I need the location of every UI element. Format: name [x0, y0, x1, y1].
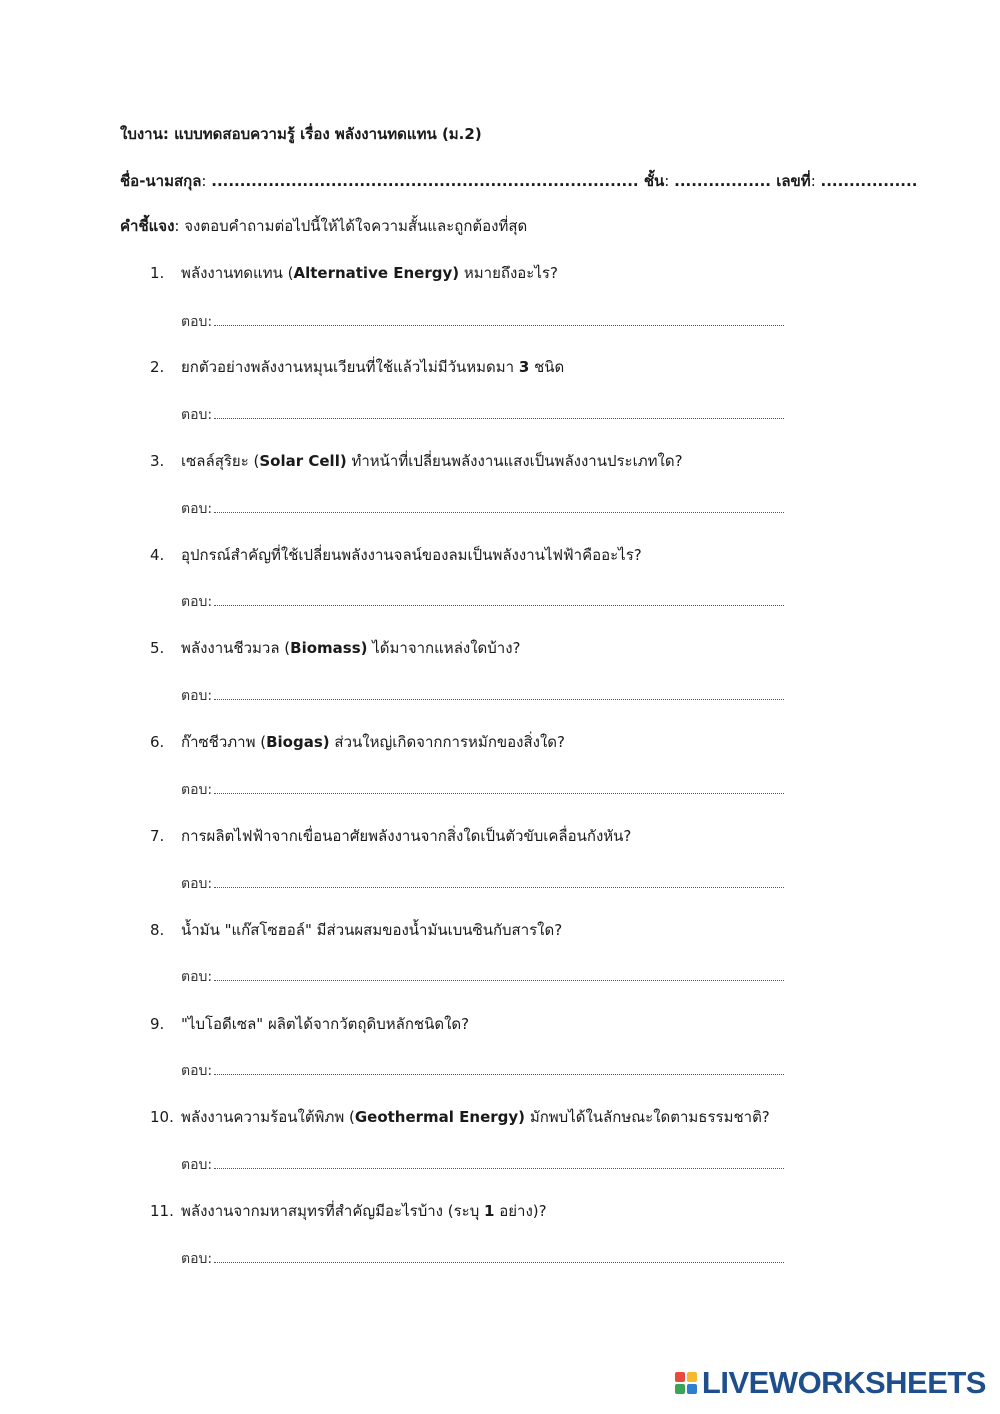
question-8	[150, 920, 562, 940]
answer-line[interactable]	[214, 780, 784, 794]
answer-label: ตอบ:	[181, 314, 213, 330]
question-2	[150, 357, 564, 377]
question-text	[181, 358, 564, 376]
instructions	[120, 216, 527, 236]
question-text-bold: Biomass)	[290, 639, 368, 657]
question-3	[150, 451, 683, 471]
question-text-part: อุปกรณ์สำคัญที่ใช้เปลี่ยนพลังงานจลน์ของลมเป็นพลังงานไฟฟ้าคืออะไร?	[181, 546, 642, 564]
question-text-part: พลังงานชีวมวล (	[181, 639, 291, 657]
answer-label: ตอบ:	[181, 501, 213, 517]
number-sep: :	[810, 172, 821, 190]
name-field[interactable]: ...........................................................................	[211, 172, 639, 190]
question-text-bold: 3	[518, 358, 530, 376]
question-number: 3.	[150, 452, 165, 470]
question-text-bold: Alternative Energy)	[293, 264, 460, 282]
question-text	[181, 827, 631, 845]
question-number: 2.	[150, 358, 165, 376]
logo-text: LIVEWORKSHEETS	[701, 1365, 986, 1400]
question-text-part: หมายถึงอะไร?	[459, 264, 558, 282]
question-text-part: พลังงานความร้อนใต้พิภพ (	[181, 1108, 355, 1126]
question-text-part: ชนิด	[529, 358, 565, 376]
logo-tile	[675, 1384, 685, 1394]
question-text-part: ทำหน้าที่เปลี่ยนพลังงานแสงเป็นพลังงานประเภทใด?	[346, 452, 683, 470]
logo-tiles-icon	[675, 1372, 697, 1394]
answer-label: ตอบ:	[181, 688, 213, 704]
worksheet-title	[120, 124, 482, 144]
question-text	[181, 546, 642, 564]
question-text-part: การผลิตไฟฟ้าจากเขื่อนอาศัยพลังงานจากสิ่งใดเป็นตัวขับเคลื่อนกังหัน?	[181, 827, 632, 845]
question-text-part: อย่าง)?	[494, 1202, 547, 1220]
question-9	[150, 1014, 469, 1034]
question-text	[181, 921, 562, 939]
question-text-part: "ไบโอดีเซล" ผลิตได้จากวัตถุดิบหลักชนิดใด?	[181, 1015, 470, 1033]
title-prefix: ใบงาน: แบบทดสอบความรู้ เรื่อง พลังงานทดแทน (ม.	[120, 125, 465, 143]
instructions-text: : จงตอบคำถามต่อไปนี้ให้ได้ใจความสั้นและถูกต้องที่สุด	[174, 217, 528, 235]
question-7	[150, 826, 631, 846]
question-text-bold: 1	[484, 1202, 495, 1220]
question-number: 11.	[150, 1202, 174, 1220]
question-text-bold: Biogas)	[266, 733, 330, 751]
answer-label: ตอบ:	[181, 782, 213, 798]
answer-line[interactable]	[214, 686, 784, 700]
question-text-part: พลังงานจากมหาสมุทรที่สำคัญมีอะไรบ้าง (ระบุ	[181, 1202, 485, 1220]
answer-line[interactable]	[214, 1155, 784, 1169]
number-label: เลขที่	[776, 172, 811, 190]
answer-5[interactable]	[181, 686, 784, 705]
question-number: 6.	[150, 733, 165, 751]
answer-line[interactable]	[214, 1249, 784, 1263]
answer-line[interactable]	[214, 1061, 784, 1075]
logo-tile	[687, 1372, 697, 1382]
student-info-line	[120, 171, 917, 191]
title-suffix: )	[474, 125, 482, 143]
answer-7[interactable]	[181, 874, 784, 893]
question-4	[150, 545, 642, 565]
question-number: 10.	[150, 1108, 174, 1126]
answer-9[interactable]	[181, 1061, 784, 1080]
question-text	[181, 1015, 469, 1033]
answer-line[interactable]	[214, 499, 784, 513]
answer-line[interactable]	[214, 967, 784, 981]
class-sep: :	[664, 172, 675, 190]
question-1	[150, 263, 558, 283]
question-text-part: ได้มาจากแหล่งใดบ้าง?	[367, 639, 521, 657]
answer-4[interactable]	[181, 592, 784, 611]
answer-label: ตอบ:	[181, 969, 213, 985]
answer-10[interactable]	[181, 1155, 784, 1174]
class-label: ชั้น	[643, 172, 665, 190]
answer-line[interactable]	[214, 592, 784, 606]
question-text-part: ก๊าซชีวภาพ (	[181, 733, 267, 751]
question-11	[150, 1201, 547, 1221]
logo-tile	[675, 1372, 685, 1382]
question-text-part: เซลล์สุริยะ (	[181, 452, 260, 470]
question-text-bold: Geothermal Energy)	[354, 1108, 526, 1126]
answer-label: ตอบ:	[181, 407, 213, 423]
question-number: 5.	[150, 639, 165, 657]
title-grade: 2	[464, 125, 475, 143]
question-text	[181, 733, 565, 751]
answer-11[interactable]	[181, 1249, 784, 1268]
liveworksheets-logo	[675, 1366, 986, 1400]
question-text-part: ยกตัวอย่างพลังงานหมุนเวียนที่ใช้แล้วไม่มีวันหมดมา	[181, 358, 519, 376]
question-number: 4.	[150, 546, 165, 564]
question-number: 1.	[150, 264, 165, 282]
question-text	[181, 452, 683, 470]
logo-tile	[687, 1384, 697, 1394]
question-text-part: ส่วนใหญ่เกิดจากการหมักของสิ่งใด?	[329, 733, 565, 751]
name-sep: :	[201, 172, 212, 190]
question-number: 8.	[150, 921, 165, 939]
question-text	[181, 1108, 770, 1126]
question-5	[150, 638, 521, 658]
answer-line[interactable]	[214, 405, 784, 419]
instructions-label: คำชี้แจง	[120, 217, 175, 235]
question-text	[181, 1202, 547, 1220]
question-number: 9.	[150, 1015, 165, 1033]
name-label: ชื่อ-นามสกุล	[120, 172, 202, 190]
answer-2[interactable]	[181, 405, 784, 424]
answer-label: ตอบ:	[181, 1063, 213, 1079]
question-text-part: มักพบได้ในลักษณะใดตามธรรมชาติ?	[525, 1108, 770, 1126]
answer-line[interactable]	[214, 874, 784, 888]
answer-label: ตอบ:	[181, 594, 213, 610]
answer-8[interactable]	[181, 967, 784, 986]
answer-line[interactable]	[214, 312, 784, 326]
answer-label: ตอบ:	[181, 1251, 213, 1267]
number-field[interactable]: .................	[820, 172, 918, 190]
answer-label: ตอบ:	[181, 876, 213, 892]
answer-3[interactable]	[181, 499, 784, 518]
class-field[interactable]: .................	[674, 172, 771, 190]
question-text-bold: Solar Cell)	[259, 452, 347, 470]
answer-1[interactable]	[181, 312, 784, 331]
question-6	[150, 732, 565, 752]
question-text	[181, 639, 521, 657]
question-number: 7.	[150, 827, 165, 845]
answer-label: ตอบ:	[181, 1157, 213, 1173]
question-10	[150, 1107, 770, 1127]
answer-6[interactable]	[181, 780, 784, 799]
question-text	[181, 264, 558, 282]
question-text-part: พลังงานทดแทน (	[181, 264, 294, 282]
question-text-part: น้ำมัน "แก๊สโซฮอล์" มีส่วนผสมของน้ำมันเบนซินกับสารใด?	[181, 921, 563, 939]
